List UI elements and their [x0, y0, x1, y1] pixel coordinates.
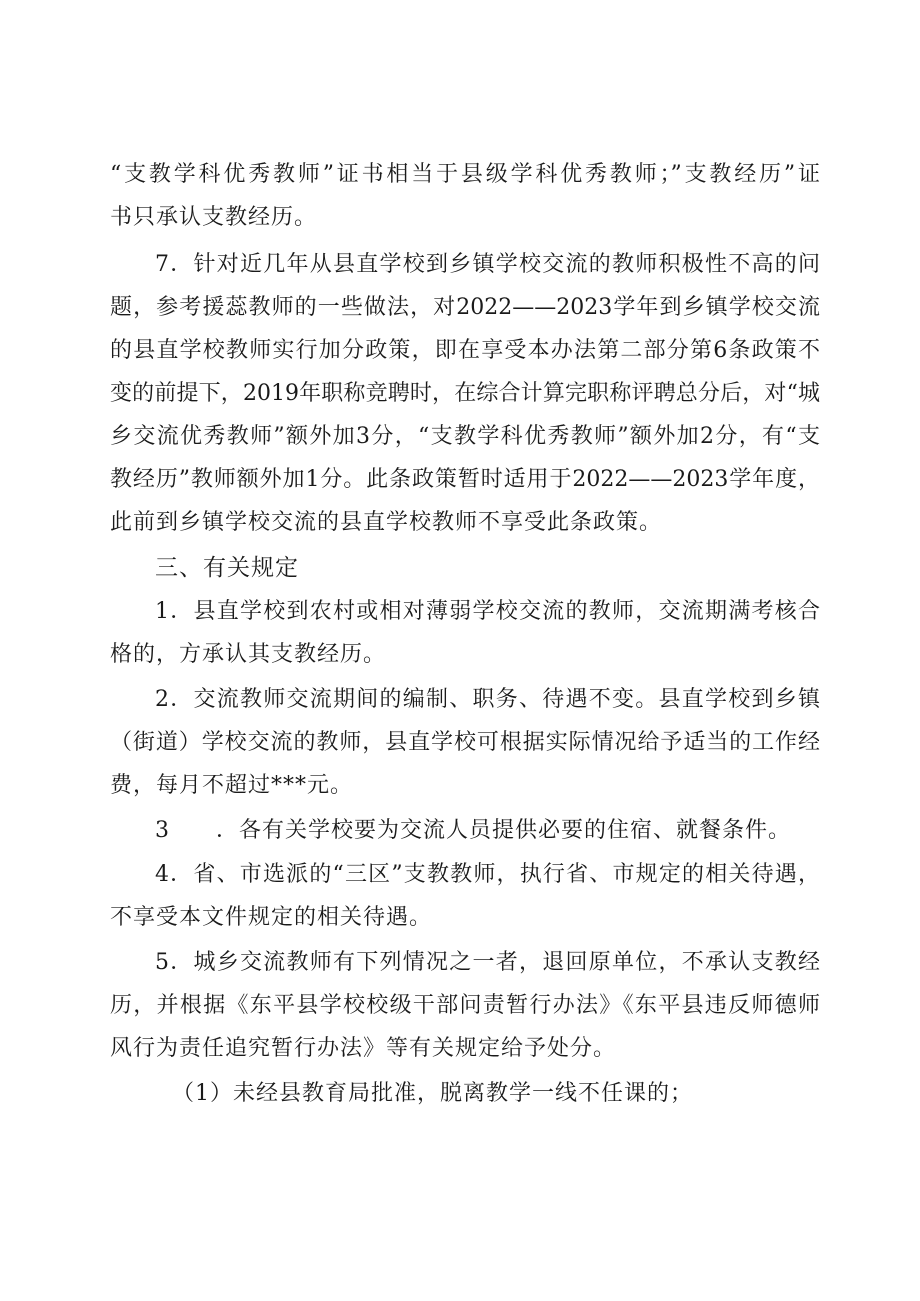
text-line-2: 书只承认支教经历。 [110, 205, 318, 230]
text-line-16: 3 ．各有关学校要为交流人员提供必要的住宿、就餐条件。 [155, 818, 791, 843]
text-line-6: 变的前提下，2019年职称竞聘时，在综合计算完职称评聘总分后，对“城 [110, 381, 820, 406]
text-line-11: 1．县直学校到农村或相对薄弱学校交流的教师，交流期满考核合 [155, 599, 820, 624]
text-line-7: 乡交流优秀教师”额外加3分，“支教学科优秀教师”额外加2分，有“支 [110, 424, 820, 449]
text-line-3: 7．针对近几年从县直学校到乡镇学校交流的教师积极性不高的问 [155, 252, 820, 277]
section-heading: 三、有关规定 [155, 555, 299, 581]
text-line-21: 风行为责任追究暂行办法》等有关规定给予处分。 [110, 1036, 617, 1061]
text-line-13: 2．交流教师交流期间的编制、职务、待遇不变。县直学校到乡镇 [155, 687, 820, 712]
text-line-18: 不享受本文件规定的相关待遇。 [110, 905, 433, 930]
text-line-4: 题，参考援蕊教师的一些做法，对2022——2023学年到乡镇学校交流 [110, 295, 820, 320]
text-line-9: 此前到乡镇学校交流的县直学校教师不享受此条政策。 [110, 510, 663, 535]
text-line-14: （街道）学校交流的教师，县直学校可根据实际情况给予适当的工作经 [110, 730, 820, 755]
text-line-5: 的县直学校教师实行加分政策，即在享受本办法第二部分第6条政策不 [110, 338, 820, 363]
text-line-8: 教经历”教师额外加1分。此条政策暂时适用于2022——2023学年度， [110, 467, 820, 492]
text-line-15: 费，每月不超过***元。 [110, 773, 354, 798]
text-line-22: （1）未经县教育局批准，脱离教学一线不任课的； [172, 1081, 693, 1106]
text-line-1: “支教学科优秀教师”证书相当于县级学科优秀教师；”支教经历”证 [110, 162, 820, 187]
text-line-17: 4．省、市选派的“三区”支教教师，执行省、市规定的相关待遇， [155, 862, 820, 887]
text-line-20: 历，并根据《东平县学校校级干部问责暂行办法》《东平县违反师德师 [110, 993, 820, 1018]
text-line-12: 格的，方承认其支教经历。 [110, 642, 387, 667]
text-line-19: 5．城乡交流教师有下列情况之一者，退回原单位，不承认支教经 [155, 950, 820, 975]
